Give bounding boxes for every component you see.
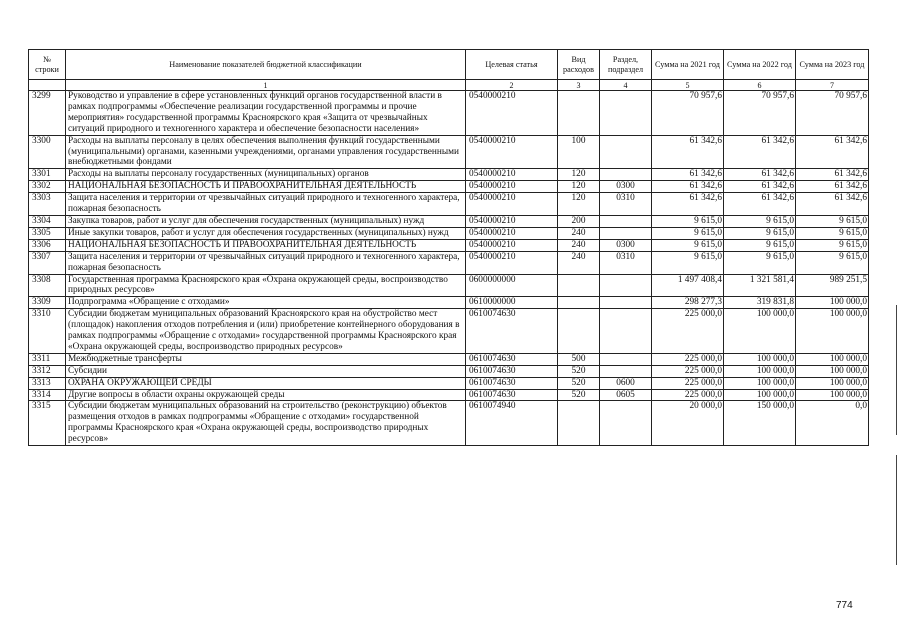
row-name: Руководство и управление в сфере установленных функций органов государственной власти в рамках подпрограммы «Обеспечение реализации государственной программы и прочие мероприятия» государственной программы Красноярского края «Защита от чрезвычайных ситуаций природного и техногенного характера и обеспечение безопасности населения» [66,91,466,136]
row-target-article: 0610074940 [466,401,558,446]
page-number: 774 [836,600,853,611]
row-number: 3305 [29,227,66,239]
row-target-article: 0540000210 [466,239,558,251]
column-number-row [29,80,869,91]
row-section: 0600 [600,377,652,389]
row-target-article: 0610000000 [466,297,558,309]
row-sum-2022: 150 000,0 [724,401,796,446]
row-sum-2022: 70 957,6 [724,91,796,136]
row-target-article: 0540000210 [466,181,558,193]
col-number: 4 [600,80,652,91]
row-expense-type: 240 [558,251,600,274]
col-number: 2 [466,80,558,91]
row-sum-2021: 9 615,0 [652,227,724,239]
row-sum-2021: 20 000,0 [652,401,724,446]
table-row [29,353,869,365]
row-number: 3306 [29,239,66,251]
row-name: Подпрограмма «Обращение с отходами» [66,297,466,309]
row-sum-2022: 100 000,0 [724,377,796,389]
header-code: Целевая статья [466,50,558,80]
header-sum-2022: Сумма на 2022 год [724,50,796,80]
row-sum-2023: 9 615,0 [796,239,869,251]
table-row [29,169,869,181]
row-target-article: 0540000210 [466,251,558,274]
row-sum-2021: 225 000,0 [652,365,724,377]
col-number: 6 [724,80,796,91]
row-expense-type [558,401,600,446]
row-section [600,353,652,365]
row-name: ОХРАНА ОКРУЖАЮЩЕЙ СРЕДЫ [66,377,466,389]
row-sum-2021: 1 497 408,4 [652,274,724,297]
budget-document [28,49,868,446]
row-target-article: 0600000000 [466,274,558,297]
row-sum-2022: 61 342,6 [724,169,796,181]
row-number: 3310 [29,309,66,354]
row-sum-2021: 225 000,0 [652,389,724,401]
row-number: 3307 [29,251,66,274]
row-name: Субсидии [66,365,466,377]
row-sum-2023: 61 342,6 [796,193,869,216]
table-row [29,193,869,216]
row-expense-type: 240 [558,239,600,251]
row-expense-type: 520 [558,365,600,377]
table-row [29,91,869,136]
row-sum-2021: 70 957,6 [652,91,724,136]
row-sum-2022: 100 000,0 [724,389,796,401]
row-target-article: 0610074630 [466,377,558,389]
row-sum-2022: 61 342,6 [724,135,796,169]
row-sum-2021: 225 000,0 [652,377,724,389]
row-section: 0605 [600,389,652,401]
row-expense-type: 120 [558,193,600,216]
row-sum-2023: 61 342,6 [796,181,869,193]
table-row [29,181,869,193]
row-sum-2022: 9 615,0 [724,239,796,251]
row-name: НАЦИОНАЛЬНАЯ БЕЗОПАСНОСТЬ И ПРАВООХРАНИТЕЛЬНАЯ ДЕЯТЕЛЬНОСТЬ [66,239,466,251]
row-sum-2022: 1 321 581,4 [724,274,796,297]
row-sum-2021: 61 342,6 [652,193,724,216]
row-sum-2023: 61 342,6 [796,135,869,169]
table-row [29,135,869,169]
row-section [600,91,652,136]
row-target-article: 0540000210 [466,193,558,216]
row-section [600,401,652,446]
row-sum-2022: 319 831,8 [724,297,796,309]
row-sum-2023: 61 342,6 [796,169,869,181]
row-name: НАЦИОНАЛЬНАЯ БЕЗОПАСНОСТЬ И ПРАВООХРАНИТЕЛЬНАЯ ДЕЯТЕЛЬНОСТЬ [66,181,466,193]
row-number: 3312 [29,365,66,377]
row-section [600,297,652,309]
row-expense-type [558,309,600,354]
row-name: Субсидии бюджетам муниципальных образований на строительство (реконструкцию) объектов размещения отходов в рамках подпрограммы «Обращение с отходами» государственной программы Красноярского края «Охрана окружающей среды, воспроизводство природных ресурсов» [66,401,466,446]
row-expense-type [558,297,600,309]
row-sum-2022: 9 615,0 [724,251,796,274]
row-section [600,309,652,354]
table-row [29,297,869,309]
row-expense-type: 520 [558,377,600,389]
row-sum-2021: 61 342,6 [652,181,724,193]
row-target-article: 0540000210 [466,91,558,136]
table-row [29,389,869,401]
row-expense-type: 200 [558,215,600,227]
row-section: 0300 [600,239,652,251]
row-sum-2021: 225 000,0 [652,309,724,354]
row-section [600,169,652,181]
row-name: Закупка товаров, работ и услуг для обеспечения государственных (муниципальных) нужд [66,215,466,227]
row-sum-2023: 70 957,6 [796,91,869,136]
table-row [29,227,869,239]
row-number: 3304 [29,215,66,227]
col-number: 1 [66,80,466,91]
row-target-article: 0610074630 [466,309,558,354]
row-target-article: 0610074630 [466,389,558,401]
row-sum-2023: 9 615,0 [796,251,869,274]
row-section: 0310 [600,193,652,216]
row-target-article: 0540000210 [466,227,558,239]
row-section: 0300 [600,181,652,193]
row-sum-2021: 9 615,0 [652,215,724,227]
row-sum-2023: 100 000,0 [796,377,869,389]
row-sum-2022: 61 342,6 [724,193,796,216]
row-target-article: 0610074630 [466,365,558,377]
row-section [600,365,652,377]
row-number: 3308 [29,274,66,297]
row-name: Защита населения и территории от чрезвычайных ситуаций природного и техногенного характера, пожарная безопасность [66,251,466,274]
row-number: 3314 [29,389,66,401]
row-sum-2021: 9 615,0 [652,251,724,274]
row-target-article: 0540000210 [466,135,558,169]
table-body [29,91,869,446]
row-number: 3299 [29,91,66,136]
col-number: 5 [652,80,724,91]
row-target-article: 0610074630 [466,353,558,365]
header-sum-2023: Сумма на 2023 год [796,50,869,80]
row-section [600,135,652,169]
row-sum-2022: 100 000,0 [724,365,796,377]
row-section [600,215,652,227]
table-header-row [29,50,869,80]
row-sum-2021: 9 615,0 [652,239,724,251]
row-sum-2023: 100 000,0 [796,297,869,309]
row-number: 3309 [29,297,66,309]
header-sum-2021: Сумма на 2021 год [652,50,724,80]
table-row [29,239,869,251]
row-sum-2022: 61 342,6 [724,181,796,193]
row-number: 3311 [29,353,66,365]
row-sum-2021: 225 000,0 [652,353,724,365]
row-sum-2023: 100 000,0 [796,309,869,354]
row-number: 3315 [29,401,66,446]
row-name: Иные закупки товаров, работ и услуг для обеспечения государственных (муниципальных) нужд [66,227,466,239]
row-expense-type [558,274,600,297]
col-number: 7 [796,80,869,91]
col-number [29,80,66,91]
row-target-article: 0540000210 [466,215,558,227]
row-sum-2023: 100 000,0 [796,353,869,365]
table-row [29,377,869,389]
row-expense-type: 520 [558,389,600,401]
header-razdel: Раздел, подраздел [600,50,652,80]
row-sum-2023: 100 000,0 [796,389,869,401]
row-sum-2023: 989 251,5 [796,274,869,297]
row-name: Расходы на выплаты персоналу в целях обеспечения выполнения функций государственными (муниципальными) органами, казенными учреждениями, органами управления государственными внебюджетными фондами [66,135,466,169]
row-number: 3303 [29,193,66,216]
row-expense-type: 500 [558,353,600,365]
row-sum-2021: 61 342,6 [652,169,724,181]
budget-table [28,49,869,446]
row-sum-2022: 100 000,0 [724,353,796,365]
row-number: 3313 [29,377,66,389]
row-section [600,227,652,239]
table-row [29,251,869,274]
row-name: Другие вопросы в области охраны окружающей среды [66,389,466,401]
table-row [29,274,869,297]
row-sum-2023: 0,0 [796,401,869,446]
row-sum-2022: 100 000,0 [724,309,796,354]
row-name: Расходы на выплаты персоналу государственных (муниципальных) органов [66,169,466,181]
row-name: Государственная программа Красноярского края «Охрана окружающей среды, воспроизводство природных ресурсов» [66,274,466,297]
row-section: 0310 [600,251,652,274]
row-name: Защита населения и территории от чрезвычайных ситуаций природного и техногенного характера, пожарная безопасность [66,193,466,216]
row-expense-type [558,91,600,136]
row-sum-2023: 9 615,0 [796,227,869,239]
scan-edge-line [896,455,897,565]
row-section [600,274,652,297]
row-expense-type: 100 [558,135,600,169]
row-target-article: 0540000210 [466,169,558,181]
row-name: Субсидии бюджетам муниципальных образований Красноярского края на обустройство мест (площадок) накопления отходов потребления и (или) приобретение контейнерного оборудования в рамках подпрограммы «Обращение с отходами» государственной программы Красноярского края «Охрана окружающей среды, воспроизводство природных ресурсов» [66,309,466,354]
row-expense-type: 120 [558,181,600,193]
row-number: 3300 [29,135,66,169]
header-vid: Вид расходов [558,50,600,80]
row-name: Межбюджетные трансферты [66,353,466,365]
row-sum-2022: 9 615,0 [724,215,796,227]
header-num: № строки [29,50,66,80]
row-sum-2023: 100 000,0 [796,365,869,377]
table-row [29,401,869,446]
row-sum-2022: 9 615,0 [724,227,796,239]
row-expense-type: 240 [558,227,600,239]
col-number: 3 [558,80,600,91]
table-row [29,215,869,227]
row-sum-2023: 9 615,0 [796,215,869,227]
row-sum-2021: 61 342,6 [652,135,724,169]
header-name: Наименование показателей бюджетной классификации [66,50,466,80]
row-number: 3301 [29,169,66,181]
scan-edge-line [896,305,897,435]
row-sum-2021: 298 277,3 [652,297,724,309]
row-number: 3302 [29,181,66,193]
row-expense-type: 120 [558,169,600,181]
table-row [29,309,869,354]
table-row [29,365,869,377]
